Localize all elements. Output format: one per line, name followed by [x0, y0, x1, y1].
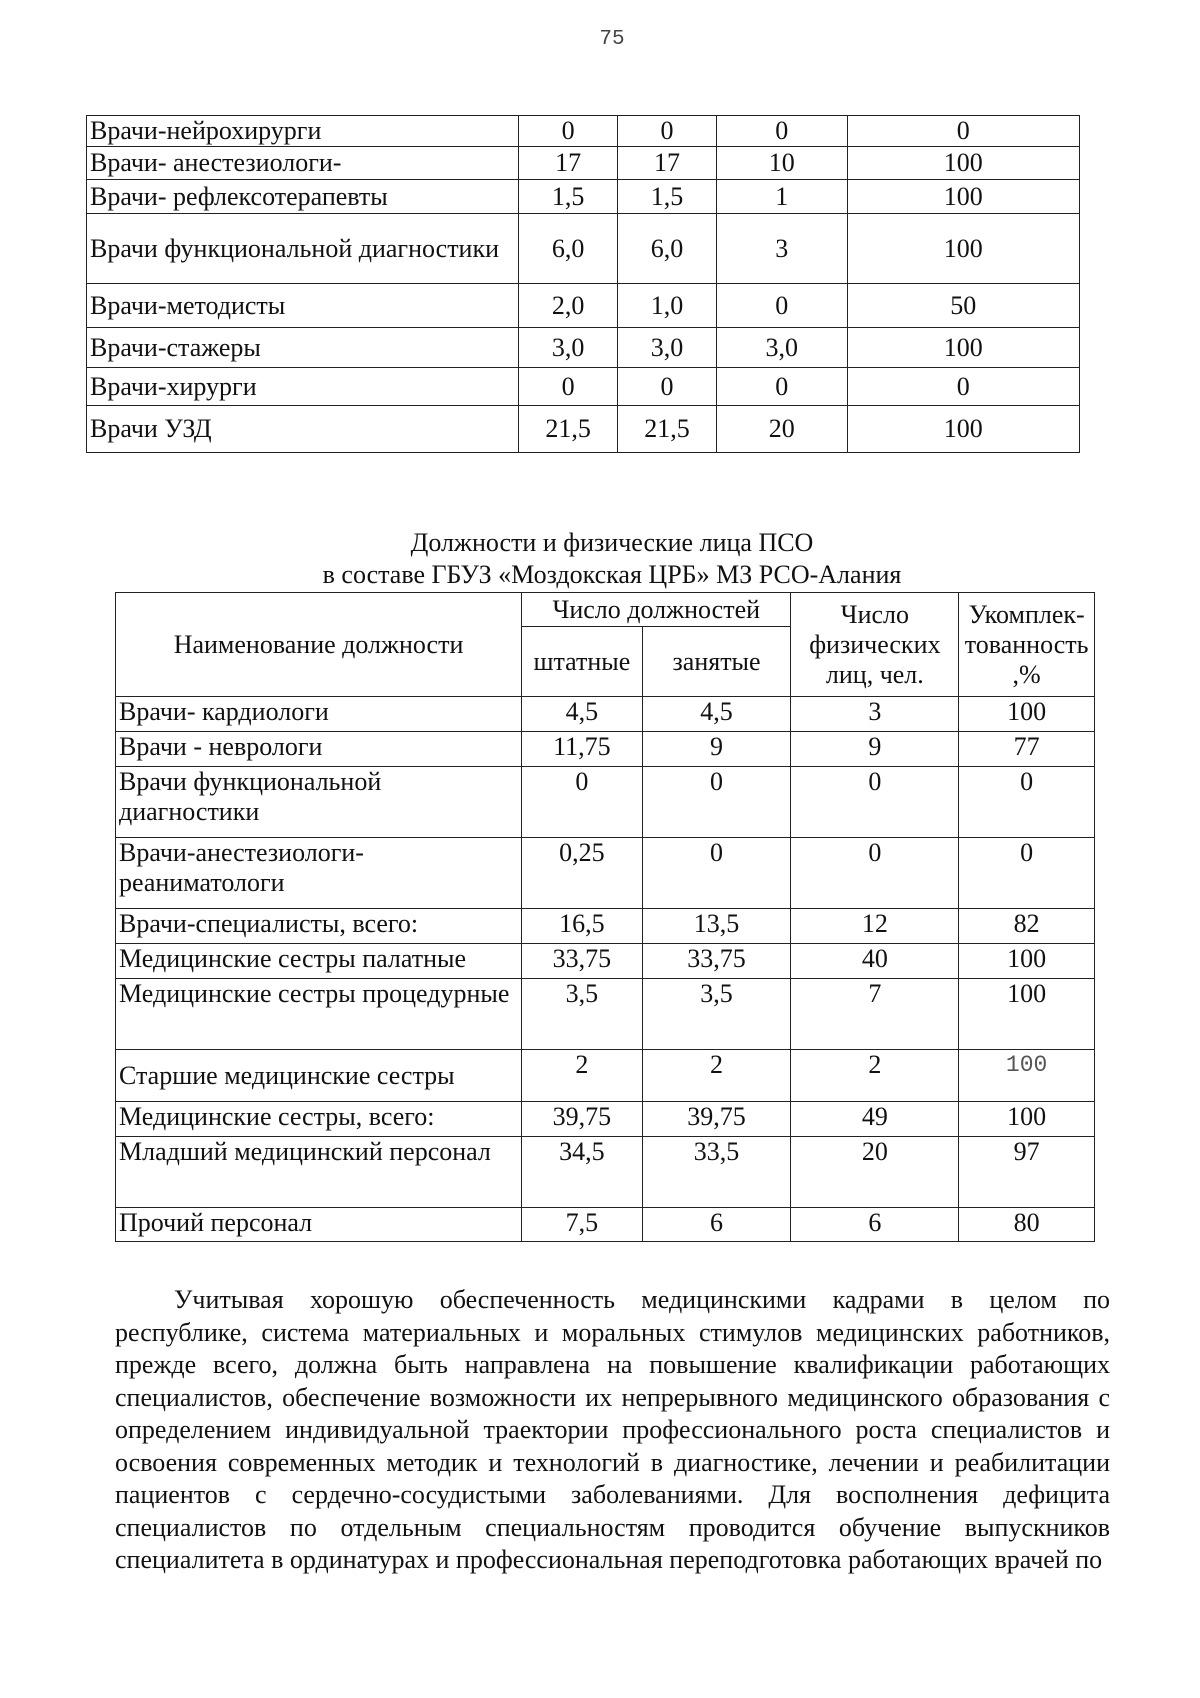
table-cell: 100	[959, 1050, 1095, 1102]
table-cell: 0	[716, 284, 847, 328]
table-cell: 0	[522, 767, 643, 838]
table-cell-name: Младший медицинский персонал	[116, 1137, 522, 1208]
table-row	[87, 180, 1080, 214]
table-row	[116, 979, 1095, 1050]
table-row	[116, 838, 1095, 909]
pso-staff-table	[115, 592, 1095, 1242]
table-cell: 50	[847, 284, 1079, 328]
header-staffing: Укомплек-тованность ,%	[959, 593, 1095, 697]
table-cell: 3	[716, 214, 847, 284]
table-cell: 6	[791, 1208, 959, 1242]
table-cell: 100	[959, 944, 1095, 979]
table-cell: 82	[959, 909, 1095, 944]
table-cell-name: Врачи функциональной диагностики	[116, 767, 522, 838]
table-cell-name: Врачи - неврологи	[116, 732, 522, 767]
table-cell: 3	[791, 697, 959, 732]
table-cell: 17	[519, 147, 618, 180]
table-cell: 16,5	[522, 909, 643, 944]
header-occupied: занятые	[642, 627, 791, 697]
table-cell: 39,75	[522, 1102, 643, 1137]
table-row	[87, 214, 1080, 284]
table-cell: 7	[791, 979, 959, 1050]
table-cell: 3,0	[716, 328, 847, 368]
table-cell: 33,75	[522, 944, 643, 979]
table-cell: 4,5	[522, 697, 643, 732]
table-row	[116, 1208, 1095, 1242]
table-cell: 1,5	[519, 180, 618, 214]
header-positions-count: Число должностей	[522, 593, 791, 627]
table-cell: 0,25	[522, 838, 643, 909]
table-cell-name: Врачи-стажеры	[87, 328, 519, 368]
table-cell-name: Врачи- рефлексотерапевты	[87, 180, 519, 214]
table-cell: 49	[791, 1102, 959, 1137]
table-cell: 3,5	[642, 979, 791, 1050]
table-cell: 1	[716, 180, 847, 214]
table-cell: 0	[716, 368, 847, 406]
table-cell: 1,0	[618, 284, 717, 328]
table-cell: 3,0	[618, 328, 717, 368]
table-cell: 1,5	[618, 180, 717, 214]
table-cell-name: Врачи УЗД	[87, 406, 519, 453]
table-cell: 0	[642, 767, 791, 838]
table-cell: 0	[959, 838, 1095, 909]
table-cell: 80	[959, 1208, 1095, 1242]
table-row	[116, 767, 1095, 838]
table-cell: 6,0	[618, 214, 717, 284]
header-row	[116, 593, 1095, 627]
table-row	[116, 1102, 1095, 1137]
table-cell: 2	[642, 1050, 791, 1102]
table-cell-name: Медицинские сестры процедурные	[116, 979, 522, 1050]
table-cell: 2	[522, 1050, 643, 1102]
table-cell-name: Врачи-специалисты, всего:	[116, 909, 522, 944]
table-cell: 0	[618, 116, 717, 147]
table-row	[116, 1050, 1095, 1102]
table-cell: 21,5	[519, 406, 618, 453]
table-cell: 100	[959, 1102, 1095, 1137]
table-cell: 100	[847, 406, 1079, 453]
table-cell: 40	[791, 944, 959, 979]
table-cell-name: Врачи-анестезиологи-реаниматологи	[116, 838, 522, 909]
table-row	[87, 147, 1080, 180]
table-caption-line1: Должности и физические лица ПСО	[410, 528, 814, 557]
table-cell: 2	[791, 1050, 959, 1102]
table-cell: 0	[791, 838, 959, 909]
table-cell-name: Врачи-нейрохирурги	[87, 116, 519, 147]
table-cell: 0	[519, 368, 618, 406]
table-row	[87, 406, 1080, 453]
table-cell: 11,75	[522, 732, 643, 767]
table-cell: 21,5	[618, 406, 717, 453]
table-cell: 0	[618, 368, 717, 406]
page-number: 75	[599, 28, 625, 51]
table-cell: 20	[716, 406, 847, 453]
table-cell-name: Врачи-методисты	[87, 284, 519, 328]
table-cell: 33,75	[642, 944, 791, 979]
table-cell-name: Врачи-хирурги	[87, 368, 519, 406]
table-row	[87, 368, 1080, 406]
table-cell-name: Медицинские сестры, всего:	[116, 1102, 522, 1137]
table-cell: 100	[847, 180, 1079, 214]
table-cell: 100	[959, 697, 1095, 732]
table-cell: 3,0	[519, 328, 618, 368]
table-cell: 97	[959, 1137, 1095, 1208]
table-cell: 13,5	[642, 909, 791, 944]
table-cell: 7,5	[522, 1208, 643, 1242]
table-cell-name: Врачи- кардиологи	[116, 697, 522, 732]
table-row	[87, 328, 1080, 368]
table-row	[116, 944, 1095, 979]
table-cell: 77	[959, 732, 1095, 767]
table-cell: 34,5	[522, 1137, 643, 1208]
table-cell: 100	[847, 328, 1079, 368]
table-cell: 9	[642, 732, 791, 767]
header-persons-count: Число физических лиц, чел.	[791, 593, 959, 697]
table-cell: 3,5	[522, 979, 643, 1050]
table-cell: 17	[618, 147, 717, 180]
table-cell: 6,0	[519, 214, 618, 284]
table-cell: 33,5	[642, 1137, 791, 1208]
table-cell-name: Врачи- анестезиологи-	[87, 147, 519, 180]
table-cell: 100	[959, 979, 1095, 1050]
table-row	[116, 732, 1095, 767]
table-cell: 0	[519, 116, 618, 147]
table-caption-line2: в составе ГБУЗ «Моздокская ЦРБ» МЗ РСО-Алания	[322, 560, 902, 589]
table-cell: 9	[791, 732, 959, 767]
body-paragraph: Учитывая хорошую обеспеченность медицинскими кадрами в целом по республике, система материальных и моральных стимулов медицинских работников, прежде всего, должна быть направлена на повышение квалификации работающих специалистов, обеспечение возможности их непрерывного медицинского образования с определением индивидуальной траектории профессионального роста специалистов и освоения современных методик и технологий в диагностике, лечении и реабилитации пациентов с сердечно-сосудистыми заболеваниями. Для восполнения дефицита специалистов по отдельным специальностям проводится обучение выпускников специалитета в ординатурах и профессиональная переподготовка работающих врачей по	[115, 1285, 1110, 1574]
table-cell: 39,75	[642, 1102, 791, 1137]
header-position-name: Наименование должности	[116, 593, 522, 697]
table-cell-name: Медицинские сестры палатные	[116, 944, 522, 979]
table-cell: 20	[791, 1137, 959, 1208]
table-cell: 0	[847, 116, 1079, 147]
table-cell: 0	[716, 116, 847, 147]
staff-table-continued	[86, 115, 1080, 453]
table-cell: 0	[959, 767, 1095, 838]
table-cell: 0	[847, 368, 1079, 406]
table-row	[116, 697, 1095, 732]
table-cell: 100	[847, 214, 1079, 284]
table-row	[87, 116, 1080, 147]
table-cell: 0	[642, 838, 791, 909]
table-row	[116, 909, 1095, 944]
table-cell: 12	[791, 909, 959, 944]
table-row	[87, 284, 1080, 328]
table-cell: 10	[716, 147, 847, 180]
table-cell: 4,5	[642, 697, 791, 732]
table-cell-name: Прочий персонал	[116, 1208, 522, 1242]
table-cell: 6	[642, 1208, 791, 1242]
header-staff: штатные	[522, 627, 643, 697]
table-cell: 2,0	[519, 284, 618, 328]
table-cell-name: Врачи функциональной диагностики	[87, 214, 519, 284]
table-cell: 0	[791, 767, 959, 838]
table-row	[116, 1137, 1095, 1208]
table-cell: 100	[847, 147, 1079, 180]
table-cell-name: Старшие медицинские сестры	[116, 1050, 522, 1102]
